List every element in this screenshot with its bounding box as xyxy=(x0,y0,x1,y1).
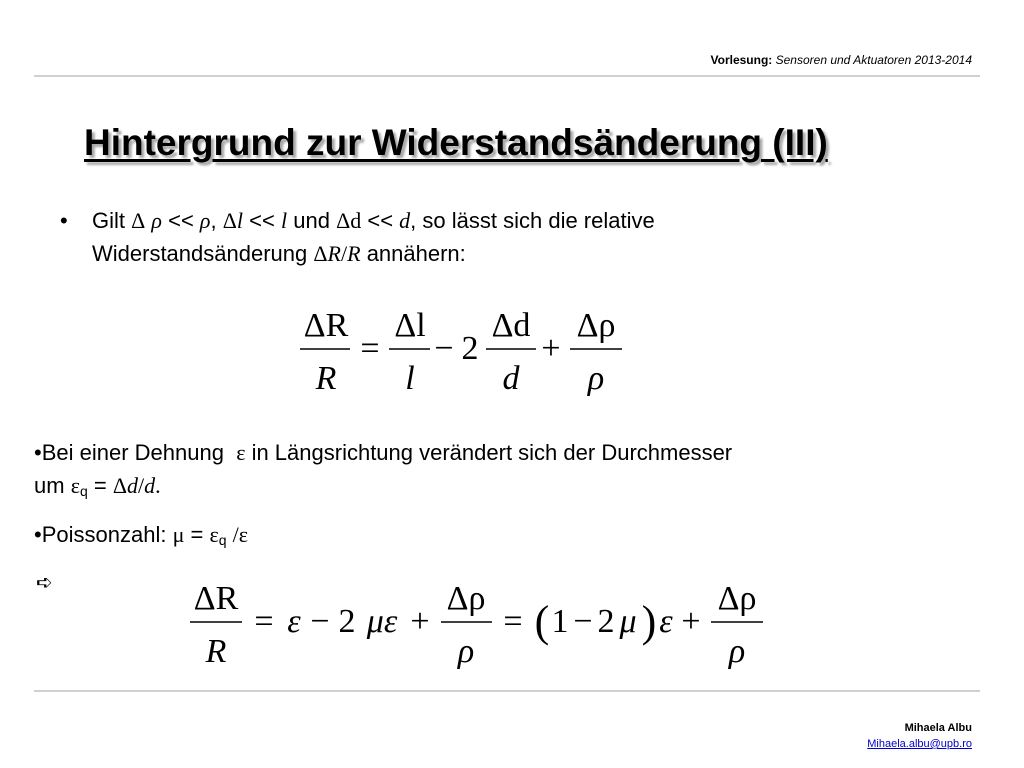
top-divider xyxy=(34,75,980,77)
bottom-divider xyxy=(34,690,980,692)
eq2-eq: = xyxy=(254,603,274,640)
eq2-num3: Δρ xyxy=(717,580,757,617)
eq2-den2: ρ xyxy=(457,633,475,670)
eq1-minus: − xyxy=(434,330,454,367)
eq2-num2: Δρ xyxy=(446,580,486,617)
author-name: Mihaela Albu xyxy=(904,722,972,734)
eq2-minus: − xyxy=(310,603,330,640)
eq2-two2: 2 xyxy=(597,603,615,640)
eq1-den3: d xyxy=(502,360,520,397)
eq2-rparen: ) xyxy=(641,597,657,646)
eq2-mueps: με xyxy=(366,603,398,640)
paragraph-poissonzahl: •Poissonzahl: $\mu = \varepsilon_q$ /ε xyxy=(34,522,249,548)
eq2-two: 2 xyxy=(338,603,356,640)
eq1-num2: Δl xyxy=(394,307,426,344)
eq1-den2: l xyxy=(405,360,415,397)
eq2-mu: μ xyxy=(619,603,637,640)
eq2-num1: ΔR xyxy=(193,580,239,617)
header xyxy=(711,53,973,67)
paragraph-dehnung: •Bei einer Dehnung ε in Längsrichtung verändert sich der Durchmesser um $\varepsilon_q = \Delta d/d$. xyxy=(34,440,733,499)
author-email-link[interactable]: Mihaela.albu@upb.ro xyxy=(867,738,972,750)
eq2-plus2: + xyxy=(681,603,701,640)
eq1-two: 2 xyxy=(461,330,479,367)
bullet-marker: • xyxy=(60,208,68,233)
eq1-den4: ρ xyxy=(587,360,605,397)
eq1-eq: = xyxy=(360,330,380,367)
eq1-den1: R xyxy=(315,360,337,397)
arrow-icon: ➪ xyxy=(36,572,53,594)
eq1-num4: Δρ xyxy=(576,307,616,344)
eq2-den1: R xyxy=(205,633,227,670)
eq1-num3: Δd xyxy=(491,307,531,344)
slide-title: Hintergrund zur Widerstandsänderung (III) xyxy=(84,122,828,163)
eq2-eps: ε xyxy=(287,603,301,640)
eq1-num1: ΔR xyxy=(303,307,349,344)
eq2-one: 1 xyxy=(551,603,569,640)
eq1-plus: + xyxy=(541,330,561,367)
header-label: Vorlesung: xyxy=(710,53,773,67)
eq2-eq2: = xyxy=(503,603,523,640)
bullet-text: Gilt Δ ρ << ρ, Δl << l und Δd << d, so lässt sich die relative Widerstandsänderung ΔR/R annähern: xyxy=(92,208,655,266)
eq2-den3: ρ xyxy=(728,633,746,670)
eq2-lparen: ( xyxy=(534,597,550,646)
eq2-minus2: − xyxy=(573,603,593,640)
eq2-plus: + xyxy=(410,603,430,640)
eq2-eps2: ε xyxy=(659,603,673,640)
header-course: Sensoren und Aktuatoren 2013-2014 xyxy=(775,53,972,67)
